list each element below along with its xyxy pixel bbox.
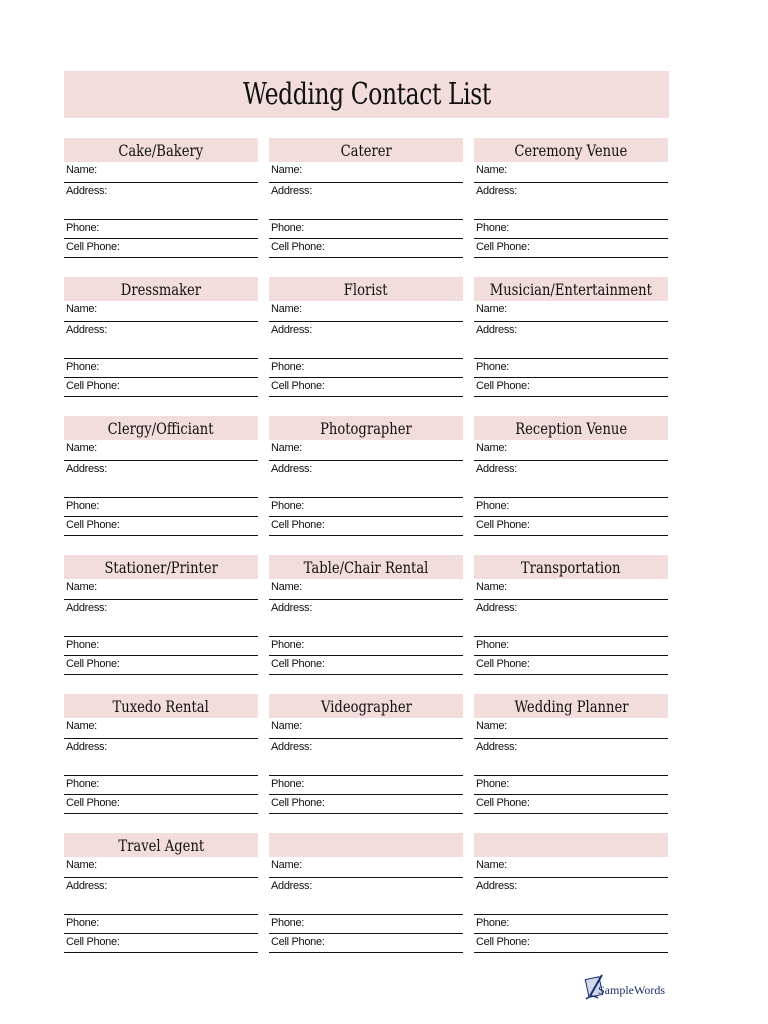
cell-phone-field[interactable]: Cell Phone: — [269, 378, 463, 397]
name-field[interactable]: Name: — [269, 857, 463, 878]
contact-row — [64, 277, 670, 397]
card-title: Ceremony Venue — [514, 140, 628, 160]
card-header — [474, 555, 668, 579]
cell-phone-field[interactable]: Cell Phone: — [474, 934, 668, 953]
address-field[interactable]: Address: — [474, 600, 668, 637]
card-title: Wedding Planner — [514, 696, 628, 716]
name-field[interactable]: Name: — [64, 301, 258, 322]
phone-field[interactable]: Phone: — [474, 637, 668, 656]
name-field[interactable]: Name: — [64, 162, 258, 183]
address-field[interactable]: Address: — [269, 461, 463, 498]
card-header — [269, 555, 463, 579]
address-field[interactable]: Address: — [474, 322, 668, 359]
card-header — [474, 277, 668, 301]
contact-row — [64, 694, 670, 814]
address-field[interactable]: Address: — [269, 739, 463, 776]
card-title: Reception Venue — [515, 418, 627, 438]
phone-field[interactable]: Phone: — [474, 776, 668, 795]
contact-card — [269, 694, 463, 814]
card-header — [474, 833, 668, 857]
card-title: Table/Chair Rental — [303, 557, 429, 577]
name-field[interactable]: Name: — [64, 857, 258, 878]
contact-card — [474, 277, 668, 397]
phone-field[interactable]: Phone: — [269, 498, 463, 517]
cell-phone-field[interactable]: Cell Phone: — [64, 239, 258, 258]
address-field[interactable]: Address: — [64, 322, 258, 359]
card-header — [474, 694, 668, 718]
phone-field[interactable]: Phone: — [269, 776, 463, 795]
card-header — [64, 833, 258, 857]
card-header — [269, 277, 463, 301]
contact-card — [269, 138, 463, 258]
phone-field[interactable]: Phone: — [269, 359, 463, 378]
card-header — [269, 416, 463, 440]
address-field[interactable]: Address: — [64, 600, 258, 637]
contact-card — [474, 416, 668, 536]
card-title: Florist — [344, 279, 388, 299]
cell-phone-field[interactable]: Cell Phone: — [269, 795, 463, 814]
card-header — [269, 694, 463, 718]
phone-field[interactable]: Phone: — [474, 359, 668, 378]
cell-phone-field[interactable]: Cell Phone: — [474, 795, 668, 814]
address-field[interactable]: Address: — [64, 461, 258, 498]
name-field[interactable]: Name: — [474, 579, 668, 600]
contact-card — [269, 277, 463, 397]
contact-row — [64, 555, 670, 675]
card-title: Cake/Bakery — [118, 140, 204, 160]
name-field[interactable]: Name: — [474, 857, 668, 878]
cell-phone-field[interactable]: Cell Phone: — [269, 239, 463, 258]
card-header — [64, 277, 258, 301]
contact-card — [269, 416, 463, 536]
card-header — [269, 833, 463, 857]
card-header — [64, 694, 258, 718]
cell-phone-field[interactable]: Cell Phone: — [269, 656, 463, 675]
cell-phone-field[interactable]: Cell Phone: — [474, 378, 668, 397]
card-title: Transportation — [521, 557, 621, 577]
phone-field[interactable]: Phone: — [474, 915, 668, 934]
card-header — [64, 555, 258, 579]
card-header — [64, 138, 258, 162]
cell-phone-field[interactable]: Cell Phone: — [64, 795, 258, 814]
address-field[interactable]: Address: — [269, 600, 463, 637]
contact-card — [64, 555, 258, 675]
title-banner — [64, 71, 669, 118]
contact-card — [64, 416, 258, 536]
samplewords-logo — [584, 966, 674, 1002]
card-title: Travel Agent — [118, 835, 204, 855]
name-field[interactable]: Name: — [269, 301, 463, 322]
card-header — [474, 416, 668, 440]
address-field[interactable]: Address: — [474, 739, 668, 776]
card-title: Photographer — [320, 418, 412, 438]
contact-row — [64, 416, 670, 536]
name-field[interactable]: Name: — [64, 579, 258, 600]
name-field[interactable]: Name: — [269, 162, 463, 183]
logo-text: SampleWords — [598, 983, 666, 997]
card-title: Caterer — [340, 140, 392, 160]
name-field[interactable]: Name: — [269, 718, 463, 739]
card-title: Dressmaker — [120, 279, 202, 299]
contact-card — [474, 138, 668, 258]
cell-phone-field[interactable]: Cell Phone: — [474, 517, 668, 536]
cell-phone-field[interactable]: Cell Phone: — [64, 378, 258, 397]
card-title: Videographer — [320, 696, 412, 716]
phone-field[interactable]: Phone: — [269, 915, 463, 934]
name-field[interactable]: Name: — [474, 440, 668, 461]
phone-field[interactable]: Phone: — [64, 220, 258, 239]
card-title: Stationer/Printer — [104, 557, 218, 577]
contact-card — [64, 138, 258, 258]
phone-field[interactable]: Phone: — [64, 915, 258, 934]
cell-phone-field[interactable]: Cell Phone: — [269, 517, 463, 536]
name-field[interactable]: Name: — [474, 301, 668, 322]
address-field[interactable]: Address: — [269, 322, 463, 359]
contact-card — [474, 555, 668, 675]
cell-phone-field[interactable]: Cell Phone: — [269, 934, 463, 953]
phone-field[interactable]: Phone: — [474, 498, 668, 517]
address-field[interactable]: Address: — [64, 878, 258, 915]
card-header — [474, 138, 668, 162]
address-field[interactable]: Address: — [64, 183, 258, 220]
card-header — [64, 416, 258, 440]
cell-phone-field[interactable]: Cell Phone: — [474, 239, 668, 258]
address-field[interactable]: Address: — [64, 739, 258, 776]
contact-row — [64, 833, 670, 953]
phone-field[interactable]: Phone: — [64, 359, 258, 378]
address-field[interactable]: Address: — [269, 878, 463, 915]
phone-field[interactable]: Phone: — [269, 637, 463, 656]
contact-card — [269, 833, 463, 953]
contact-card — [64, 694, 258, 814]
name-field[interactable]: Name: — [474, 718, 668, 739]
contact-card — [64, 277, 258, 397]
cell-phone-field[interactable]: Cell Phone: — [474, 656, 668, 675]
contact-card — [474, 694, 668, 814]
name-field[interactable]: Name: — [269, 440, 463, 461]
phone-field[interactable]: Phone: — [64, 498, 258, 517]
name-field[interactable]: Name: — [64, 718, 258, 739]
contact-card — [269, 555, 463, 675]
phone-field[interactable]: Phone: — [64, 637, 258, 656]
cell-phone-field[interactable]: Cell Phone: — [64, 517, 258, 536]
card-title: Clergy/Officiant — [108, 418, 214, 438]
name-field[interactable]: Name: — [269, 579, 463, 600]
contact-row — [64, 138, 670, 258]
address-field[interactable]: Address: — [474, 183, 668, 220]
name-field[interactable]: Name: — [64, 440, 258, 461]
card-title: Tuxedo Rental — [112, 696, 210, 716]
phone-field[interactable]: Phone: — [269, 220, 463, 239]
page-title: Wedding Contact List — [242, 77, 491, 112]
cell-phone-field[interactable]: Cell Phone: — [64, 656, 258, 675]
cell-phone-field[interactable]: Cell Phone: — [64, 934, 258, 953]
card-header — [269, 138, 463, 162]
contact-card — [474, 833, 668, 953]
contact-card — [64, 833, 258, 953]
card-title: Musician/Entertainment — [489, 279, 653, 299]
address-field[interactable]: Address: — [474, 461, 668, 498]
contact-grid — [64, 138, 670, 972]
name-field[interactable]: Name: — [474, 162, 668, 183]
phone-field[interactable]: Phone: — [64, 776, 258, 795]
address-field[interactable]: Address: — [269, 183, 463, 220]
phone-field[interactable]: Phone: — [474, 220, 668, 239]
address-field[interactable]: Address: — [474, 878, 668, 915]
